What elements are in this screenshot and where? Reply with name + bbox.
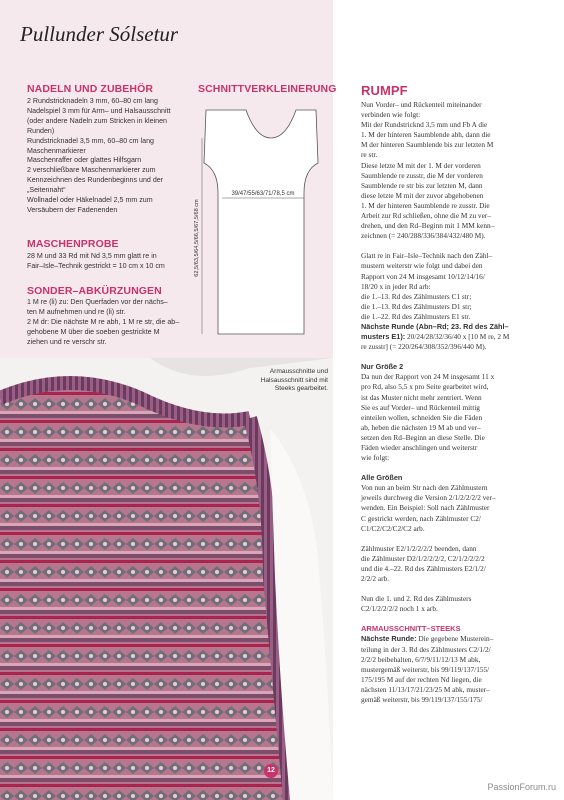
materials-line: Wollnadel oder Häkelnadel 2,5 mm zum xyxy=(27,196,153,205)
size2-line: pro Rd, also 5,5 x pro Seite gearbeitet wird, xyxy=(361,382,489,392)
all-sizes-line: Von nun an beim Str nach den Zählmustern xyxy=(361,483,488,493)
steeks-line: 175/195 M auf der rechten Nd liegen, die xyxy=(361,674,482,684)
abbreviations-line: ten M aufnehmen und re (li) str. xyxy=(27,307,126,316)
all-sizes-line: jeweils durchweg die Version 2/1/2/2/2/2 ver– xyxy=(361,493,496,503)
schematic-heading: SCHNITTVERKLEINERUNG xyxy=(198,83,337,95)
gauge-heading: MASCHENPROBE xyxy=(27,238,119,250)
abbreviations-line: 1 M re (li) zu: Den Querfaden vor der nächs– xyxy=(27,298,168,306)
rumpf-line: die 1.–13. Rd des Zählmusters D1 str; xyxy=(361,301,472,311)
all-sizes-line: Nun die 1. und 2. Rd des Zählmusters xyxy=(361,594,472,604)
abbreviations-line: 2 M dr: Die nächste M re abh, 1 M re str, die ab– xyxy=(27,317,180,326)
size2-line: Sie es auf Vorder– und Rückenteil mittig xyxy=(361,402,480,412)
abbreviations-line: ziehen und re verschr str. xyxy=(27,337,107,346)
all-sizes-line: C2/1/2/2/2/2 noch 1 x arb. xyxy=(361,604,438,614)
all-sizes-line: und die 4.–22. Rd des Zählmusters E2/1/2/ xyxy=(361,563,486,573)
steeks-line: nächsten 11/13/17/21/23/25 M abk, muster– xyxy=(361,684,490,694)
all-sizes-line: die Zählmuster D2/1/2/2/2/2, C2/1/2/2/2/2 xyxy=(361,553,485,563)
materials-line: Maschenraffer oder glattes Hilfsgarn xyxy=(27,156,142,165)
caption-line: Steeks gearbeitet. xyxy=(274,385,328,393)
rumpf-bold-inline: musters E1): xyxy=(361,332,406,342)
size2-line: wie folgt: xyxy=(361,453,390,463)
rumpf-line: verbinden wie folgt: xyxy=(361,110,421,120)
width-label: 39/47/55/63/71/78,5 cm xyxy=(231,191,295,197)
steeks-line: teilung in der 3. Rd des Zählmusters C2/1/2/ xyxy=(361,644,491,654)
abbreviations-line: gehobene M über die soeben gestrickte M xyxy=(27,327,160,336)
rumpf-line: 18/20 x in jeder Rd arb: xyxy=(361,281,431,291)
rumpf-line: 1. M der hinteren Saumblende abh, dann die xyxy=(361,130,491,140)
rumpf-line: Rapport von 24 M insgesamt 10/12/14/16/ xyxy=(361,271,485,281)
height-label: 62,5/63,5/64,5/66,5/67,5/68 cm xyxy=(194,199,200,277)
steeks-line: 2/2/2 beibehalten, 6/7/9/11/12/13 M abk, xyxy=(361,654,481,664)
materials-line: Rundstricknadel 3,5 mm, 60–80 cm lang xyxy=(27,136,154,145)
rumpf-line: Mit der Rundstricknd 3,5 mm und Fb A die xyxy=(361,120,488,130)
rumpf-line: diese letzte M mit der zuvor abgehobenen xyxy=(361,190,484,200)
materials-line: Nadelspiel 3 mm für Arm– und Halsausschnitt xyxy=(27,106,171,115)
materials-heading: NADELN UND ZUBEHÖR xyxy=(27,83,154,95)
rumpf-line: die 1.–22. Rd des Zählmusters E1 str. xyxy=(361,311,471,321)
gauge-line: 28 M und 33 Rd mit Nd 3,5 mm glatt re in xyxy=(27,252,157,260)
rumpf-line: die 1.–13. Rd des Zählmusters C1 str; xyxy=(361,291,472,301)
steeks-bold-inline: Nächste Runde: xyxy=(361,634,417,644)
all-sizes-heading: Alle Größen xyxy=(361,473,403,483)
photo-caption xyxy=(238,368,328,394)
materials-list xyxy=(27,97,197,216)
materials-line: (oder andere Nadeln zum Stricken in kleinen xyxy=(27,116,167,125)
watermark: PassionForum.ru xyxy=(487,782,556,792)
rumpf-line: Diese letzte M mit der 1. M der vorderen xyxy=(361,160,481,170)
vest-schematic-diagram xyxy=(190,98,330,348)
knitted-vest-photo xyxy=(0,358,333,800)
rumpf-line: zeichnen (= 240/288/336/384/432/480 M). xyxy=(361,231,486,241)
page-title: Pullunder Sólsetur xyxy=(20,22,179,46)
caption-line: Halsausschnitt sind mit xyxy=(260,376,328,384)
all-sizes-line: 2/2/2 arb. xyxy=(361,574,389,584)
rumpf-line: M der hinteren Saumblende bis zur letzten M xyxy=(361,140,494,150)
rumpf-line: re zusstr] (= 220/264/308/352/396/440 M). xyxy=(361,342,487,352)
all-sizes-line: wenden. Ein Beispiel: Soll nach Zählmuster xyxy=(361,503,490,513)
size2-heading: Nur Größe 2 xyxy=(361,362,404,372)
rumpf-line: re str. xyxy=(361,150,378,160)
size2-line: setzen den Rd–Beginn an diese Stelle. Die xyxy=(361,432,485,442)
rumpf-line: 1. M der hinteren Saumblende re zusstr. Die xyxy=(361,200,490,210)
size2-line: Da nun der Rapport von 24 M insgesamt 11 x xyxy=(361,372,495,382)
steeks-line: mustergemäß weiterstr, bis 99/119/137/155/ xyxy=(361,664,490,674)
size2-line: ab, heben die nächsten 19 M ab und ver– xyxy=(361,422,481,432)
gauge-line: Fair–Isle–Technik gestrickt = 10 cm x 10 cm xyxy=(27,261,165,270)
vest-outline xyxy=(204,110,318,334)
rumpf-line: Glatt re in Fair–Isle–Technik nach den Zähl– xyxy=(361,251,493,261)
all-sizes-line: C gestrickt werden, nach Zählmuster C2/ xyxy=(361,513,481,523)
caption-line: Armausschnitte und xyxy=(269,368,328,375)
rumpf-line: Saumblende re zusstr, die M der vorderen xyxy=(361,170,483,180)
rumpf-line: Arbeit zur Rd schließen, ohne die M zu ver– xyxy=(361,211,491,221)
abbreviations-heading: SONDER–ABKÜRZUNGEN xyxy=(27,285,162,297)
rumpf-text xyxy=(361,100,539,705)
materials-line: Maschenmarkierer xyxy=(27,146,86,155)
materials-line: Runden) xyxy=(27,126,55,135)
materials-line: „Seitennaht“ xyxy=(27,186,66,195)
all-sizes-line: Zählmuster E2/1/2/2/2/2 beenden, dann xyxy=(361,543,477,553)
size2-line: einteilen wollen, schneiden Sie die Fäden xyxy=(361,412,483,422)
abbreviations-text xyxy=(27,298,197,348)
rumpf-bold-line: Nächste Runde (Abn–Rd; 23. Rd des Zähl– xyxy=(361,321,509,331)
steeks-heading: ARMAUSSCHNITT–STEEKS xyxy=(361,624,461,634)
rumpf-inline: 20/24/28/32/36/40 x [10 M re, 2 M xyxy=(405,332,510,342)
materials-line: 2 verschließbare Maschenmarkierer zum xyxy=(27,166,156,175)
rumpf-line: drehen, und den Rd–Beginn mit 1 MM kenn– xyxy=(361,221,495,231)
rumpf-heading: RUMPF xyxy=(361,83,408,98)
page-number: 12 xyxy=(264,764,278,778)
rumpf-line: mustern weiterstr wie folgt und dabei den xyxy=(361,261,483,271)
rumpf-line: Nun Vorder– und Rückenteil miteinander xyxy=(361,100,482,109)
size2-line: Fäden wieder anschlingen und weiterstr xyxy=(361,443,478,452)
steeks-inline: Die gegebene Musterein– xyxy=(416,634,494,644)
rumpf-line: Saumblende re str bis zur letzten M, dann xyxy=(361,180,483,190)
gauge-text xyxy=(27,252,197,272)
size2-line: ist das Muster nicht mehr zentriert. Wenn xyxy=(361,392,482,402)
all-sizes-line: C1/C2/C2/C2/C2 arb. xyxy=(361,523,425,533)
materials-line: Versäubern der Fadenenden xyxy=(27,205,118,214)
materials-line: Kennzeichnen des Rundenbeginns und der xyxy=(27,176,164,185)
steeks-line: gemäß weiterstr, bis 99/119/137/155/175/ xyxy=(361,694,483,704)
materials-line: 2 Rundstricknadeln 3 mm, 60–80 cm lang xyxy=(27,97,158,105)
